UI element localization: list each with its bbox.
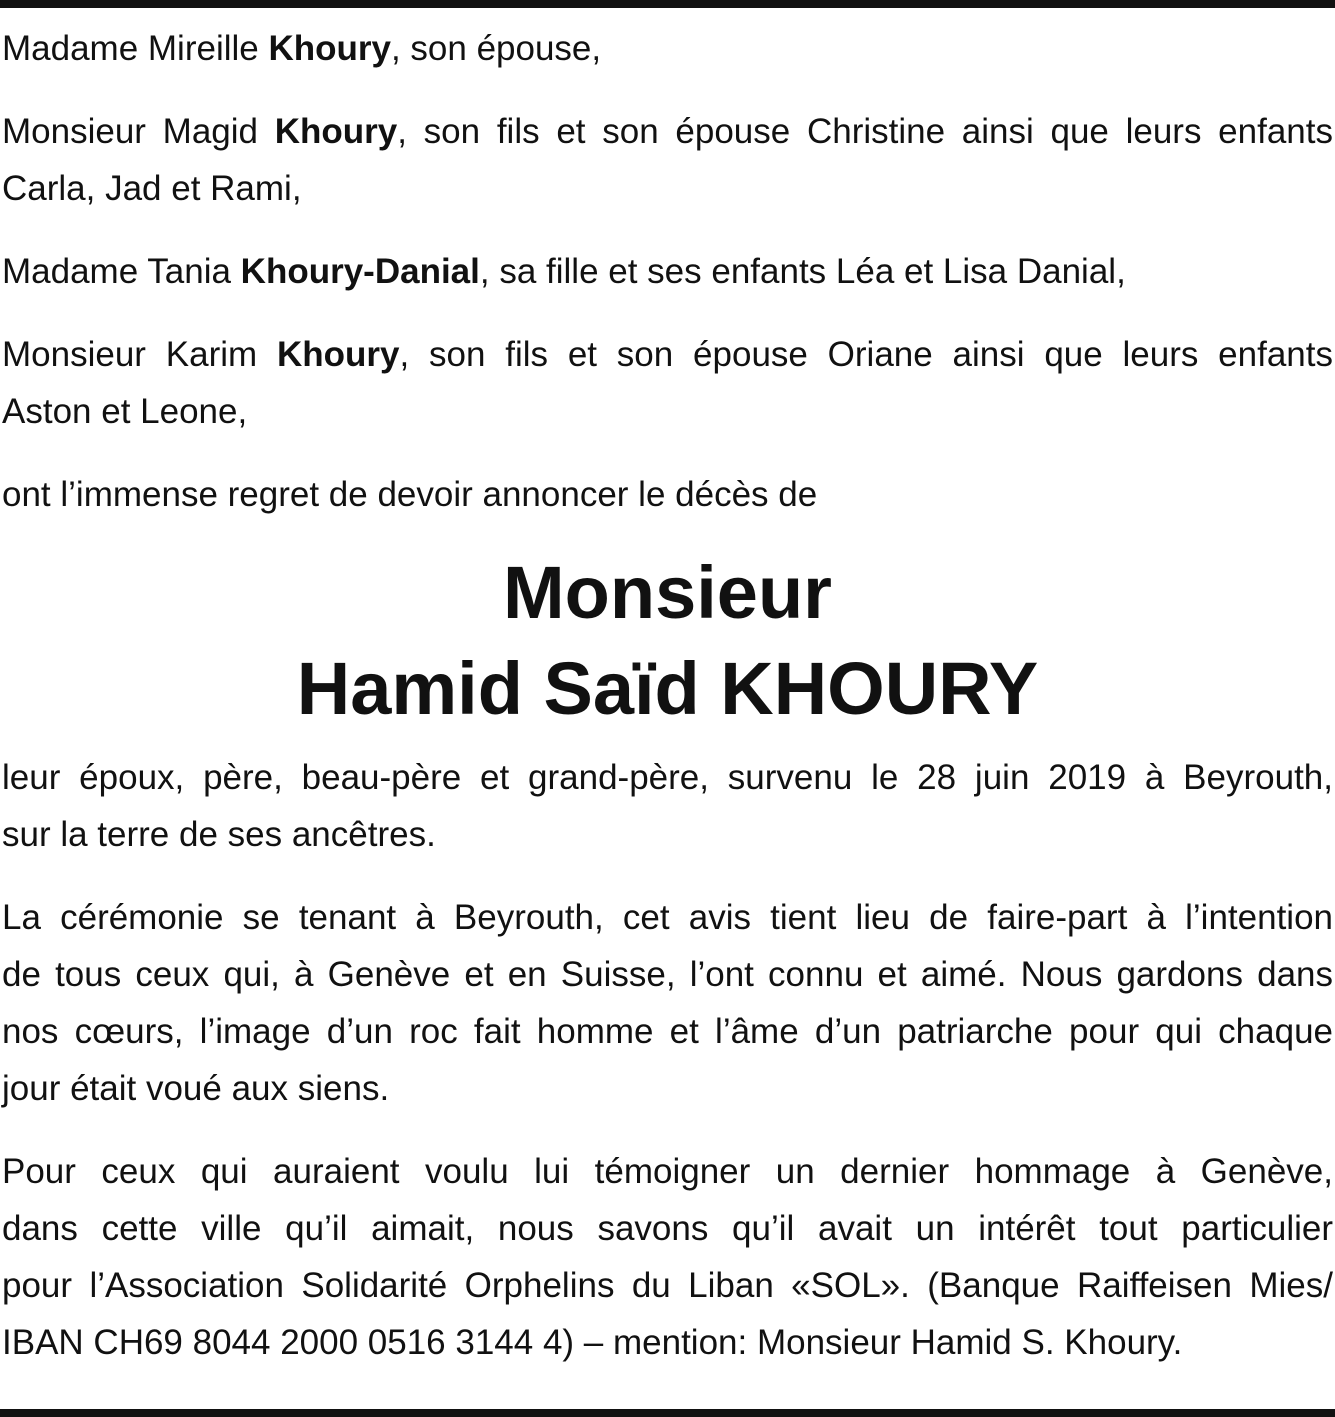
family-member-surname: Khoury-Danial: [240, 252, 480, 291]
paragraph-line: jour était voué aux siens.: [2, 1069, 390, 1108]
family-member-children: Carla, Jad et Rami,: [2, 169, 302, 208]
family-member-spouse: [2, 20, 1333, 77]
obituary-notice: [2, 20, 1333, 1397]
family-member-surname: Khoury: [276, 335, 400, 374]
paragraph-line: leur époux, père, beau-père et grand-père, survenu le 28 juin 2019 à Beyrouth,: [2, 758, 1333, 797]
family-member-line: [2, 103, 1333, 160]
deceased-heading: [2, 545, 1333, 737]
family-member-son-karim: [2, 326, 1333, 440]
family-member-children: Aston et Leone,: [2, 392, 248, 431]
donation-paragraph: [2, 1143, 1333, 1371]
relation-paragraph: [2, 749, 1333, 863]
family-member-relation: , son fils et son épouse Oriane ainsi que leurs enfants: [399, 335, 1333, 374]
deceased-name: Hamid Saïd KHOURY: [296, 647, 1039, 730]
family-member-relation: , sa fille et ses enfants Léa et Lisa Danial,: [479, 252, 1126, 291]
family-member-prefix: Madame Mireille: [2, 29, 269, 68]
deceased-title: Monsieur: [503, 551, 832, 634]
paragraph-line: sur la terre de ses ancêtres.: [2, 815, 436, 854]
paragraph-line: Pour ceux qui auraient voulu lui témoigner un dernier hommage à Genève,: [2, 1152, 1333, 1191]
bottom-rule: [0, 1409, 1335, 1417]
paragraph-line: La cérémonie se tenant à Beyrouth, cet avis tient lieu de faire-part à l’intention: [2, 898, 1333, 937]
paragraph-line: IBAN CH69 8044 2000 0516 3144 4) – mention: Monsieur Hamid S. Khoury.: [2, 1323, 1183, 1362]
family-member-line: [2, 326, 1333, 383]
top-rule: [0, 0, 1335, 8]
paragraph-line: de tous ceux qui, à Genève et en Suisse, l’ont connu et aimé. Nous gardons dans: [2, 955, 1333, 994]
family-member-prefix: Monsieur Karim: [2, 335, 277, 374]
family-member-relation: , son épouse,: [390, 29, 602, 68]
family-member-relation: , son fils et son épouse Christine ainsi que leurs enfants: [397, 112, 1333, 151]
family-member-prefix: Madame Tania: [2, 252, 241, 291]
family-member-surname: Khoury: [268, 29, 391, 68]
ceremony-paragraph: [2, 889, 1333, 1117]
family-member-daughter-tania: [2, 243, 1333, 300]
paragraph-line: nos cœurs, l’image d’un roc fait homme et l’âme d’un patriarche pour qui chaque: [2, 1012, 1333, 1051]
paragraph-line: dans cette ville qu’il aimait, nous savons qu’il avait un intérêt tout particulier: [2, 1209, 1333, 1248]
announcement-text: ont l’immense regret de devoir annoncer le décès de: [2, 475, 818, 514]
family-member-surname: Khoury: [274, 112, 398, 151]
paragraph-line: pour l’Association Solidarité Orphelins du Liban «SOL». (Banque Raiffeisen Mies/: [2, 1266, 1333, 1305]
family-member-son-magid: [2, 103, 1333, 217]
family-member-prefix: Monsieur Magid: [2, 112, 275, 151]
